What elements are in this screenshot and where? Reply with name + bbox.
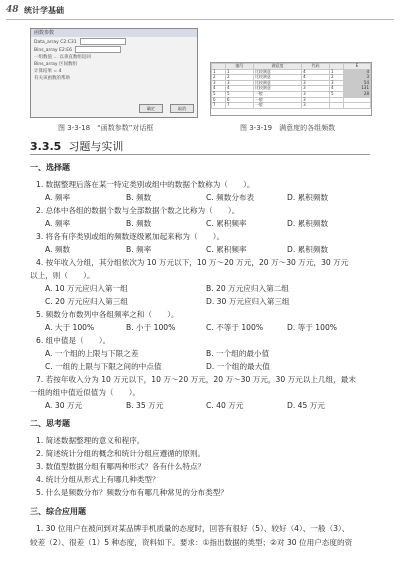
part-title: 三、综合应用题 xyxy=(30,507,86,516)
option: A. 频数 xyxy=(45,245,71,254)
option: A. 10 万元应归入第一组 xyxy=(45,284,128,293)
option: D. 45 万元 xyxy=(287,401,325,410)
option: D. 30 万元应归入第三组 xyxy=(206,297,290,306)
option: C. 累积频率 xyxy=(206,219,247,228)
option: A. 大于 100% xyxy=(45,323,95,332)
part-title: 二、思考题 xyxy=(30,419,70,428)
dialog-row: 计算结果 = 4 xyxy=(34,69,62,74)
figure-caption: 图 3-3-18 “函数参数”对话框 xyxy=(58,124,154,132)
question: 1. 数据整理后落在某一特定类别或组中的数据个数称为（ ）。 xyxy=(36,180,255,189)
option: B. 频数 xyxy=(126,219,152,228)
dialog-row: Bins_array 区间数组 xyxy=(34,62,78,67)
question: 6. 组中值是（ ）。 xyxy=(36,336,111,345)
page-header xyxy=(6,5,394,19)
question: 4. 统计分组从形式上有哪几种类型？ xyxy=(36,475,160,484)
question: 5. 什么是频数分布？频数分布有哪几种常见的分布类型？ xyxy=(36,488,228,497)
question: 1. 简述数据整理的意义和程序。 xyxy=(36,436,145,445)
dialog-row: Bins_array E2:E6 xyxy=(34,46,194,53)
option: C. 40 万元 xyxy=(206,401,244,410)
question-continuation: 较差（2）、很差（1）5 种态度，资料如下。要求：①指出数据的类型；②对 30 位用户态度的资 xyxy=(30,538,353,547)
question: 4. 按年收入分组，其分组依次为 10 万元以下，10 万～20 万元，20 万～30 万元，30 万元 xyxy=(36,258,349,267)
dialog-row: 一组数值 … 以垂直数组返回 xyxy=(34,55,91,60)
cancel-button: 取消 xyxy=(170,104,194,113)
option: A. 30 万元 xyxy=(45,401,83,410)
dialog-row: Data_array C2:C31 xyxy=(34,38,194,45)
option: D. 等于 100% xyxy=(287,323,337,332)
option: C. 频数分布表 xyxy=(206,193,255,202)
option: B. 频率 xyxy=(126,245,152,254)
option: C. 不等于 100% xyxy=(206,323,264,332)
dialog-title: 函数参数 xyxy=(31,29,197,37)
dialog-row: 有关该函数的帮助 xyxy=(34,76,70,81)
question: 1. 30 位用户在被问到对某品牌手机质量的态度时，回答有很好（5）、较好（4）、一般（3）、 xyxy=(36,524,350,533)
option: B. 20 万元应归入第二组 xyxy=(206,284,289,293)
running-title: 统计学基础 xyxy=(24,6,64,15)
option: D. 累积频数 xyxy=(287,219,329,228)
option: A. 一个组的上限与下限之差 xyxy=(45,349,139,358)
option: B. 一个组的最小值 xyxy=(206,349,270,358)
option: C. 20 万元应归入第三组 xyxy=(45,297,128,306)
question: 2. 简述统计分组的概念和统计分组应遵循的原则。 xyxy=(36,449,206,458)
option: B. 频数 xyxy=(126,193,152,202)
question-continuation: 一组的组中值近似值为（ ）。 xyxy=(30,388,141,397)
option: B. 35 万元 xyxy=(126,401,164,410)
question: 2. 总体中各组的数据个数与全部数据个数之比称为（ ）。 xyxy=(36,206,240,215)
ok-button: 确定 xyxy=(139,104,163,113)
section-heading: 3.3.5 习题与实训 xyxy=(30,140,124,153)
option: A. 频率 xyxy=(45,219,71,228)
option: C. 累积频率 xyxy=(206,245,247,254)
function-arguments-dialog xyxy=(30,28,198,118)
figure-caption: 图 3-3-19 满意度的各组频数 xyxy=(240,124,336,132)
question: 3. 将各有序类别或组的频数逐级累加起来称为（ ）。 xyxy=(36,232,225,241)
option: A. 频率 xyxy=(45,193,71,202)
option: D. 累积频数 xyxy=(287,193,329,202)
option: D. 累积频数 xyxy=(287,245,329,254)
question-continuation: 以上，则（ ）。 xyxy=(30,271,95,280)
spreadsheet-figure: 编号 满意度 代码 E 1 1 比较满意 4 1 4 2 2 比较满意 4 2 3 3 3 比较满意 3 3 54 4 4 比较满意 3 4 131 5 5 一般 3 5 28 6 6 一般 3 7 7 一般 3 xyxy=(210,62,372,116)
header-divider xyxy=(6,19,394,20)
page-number: 48 xyxy=(6,5,19,15)
option: D. 一个组的最大值 xyxy=(206,362,270,371)
question: 5. 频数分布数列中各组频率之和（ ）。 xyxy=(36,310,179,319)
section-divider xyxy=(30,154,370,155)
option: B. 小于 100% xyxy=(126,323,176,332)
option: C. 一组的上限与下限之间的中点值 xyxy=(45,362,162,371)
question: 7. 若按年收入分为 10 万元以下，10 万～20 万元，20 万～30 万元，30 万元以上几组，最末 xyxy=(36,375,356,384)
part-title: 一、选择题 xyxy=(30,163,70,172)
question: 3. 数值型数据分组有哪两种形式？各有什么特点？ xyxy=(36,462,206,471)
